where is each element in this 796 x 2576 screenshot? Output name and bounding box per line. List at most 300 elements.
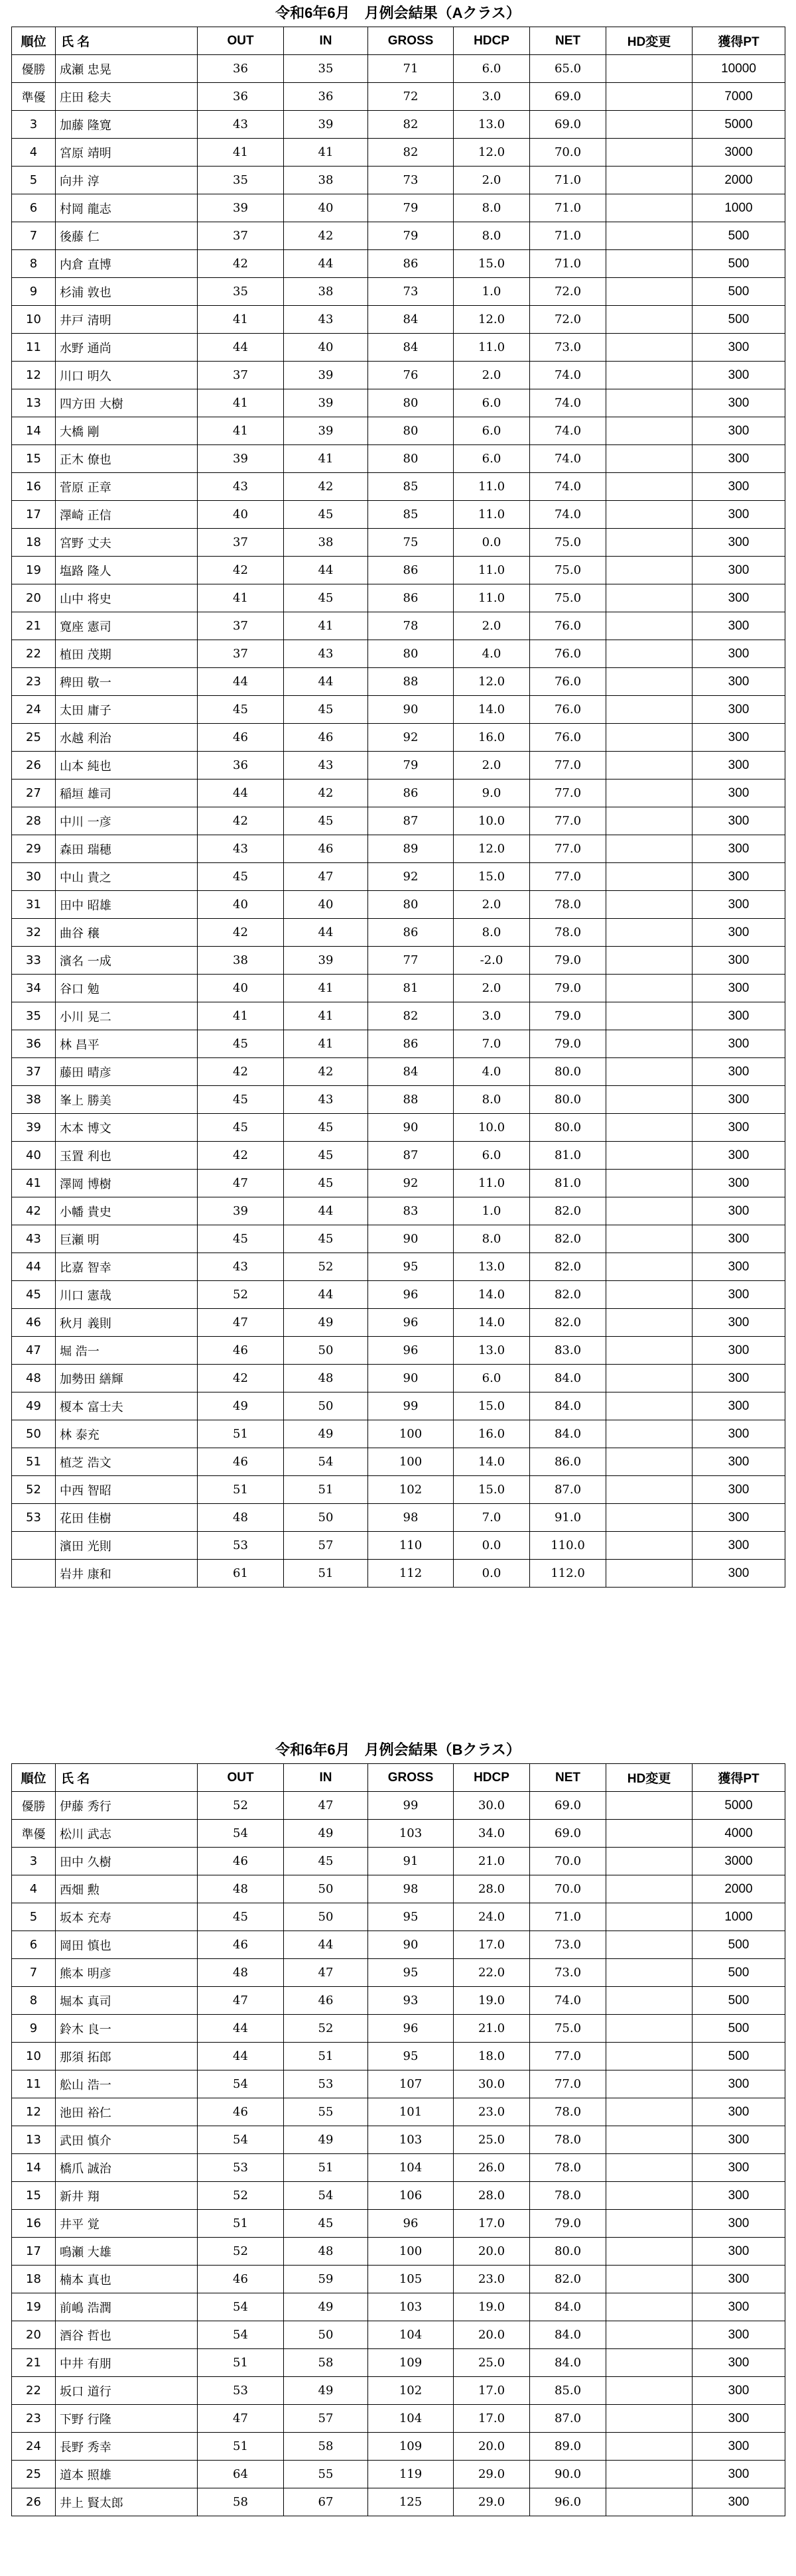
points-cell: 300 <box>693 2098 785 2126</box>
hd-change-cell <box>606 2015 693 2043</box>
gross-cell: 96 <box>368 1309 454 1337</box>
hdcp-cell: 4.0 <box>454 640 530 668</box>
out-score-cell: 51 <box>198 1420 284 1448</box>
points-cell: 300 <box>693 696 785 724</box>
table-row <box>12 334 785 362</box>
net-cell: 65.0 <box>530 55 606 83</box>
hdcp-cell: 17.0 <box>454 2377 530 2405</box>
net-cell: 76.0 <box>530 724 606 752</box>
table-row <box>12 2321 785 2349</box>
name-cell: 比嘉 智幸 <box>56 1253 198 1281</box>
net-cell: 74.0 <box>530 445 606 473</box>
hdcp-cell: 2.0 <box>454 362 530 389</box>
name-cell: 堀本 真司 <box>56 1987 198 2015</box>
in-score-cell: 35 <box>284 55 368 83</box>
points-cell: 300 <box>693 1560 785 1588</box>
table-row <box>12 2015 785 2043</box>
net-cell: 71.0 <box>530 167 606 194</box>
gross-cell: 104 <box>368 2321 454 2349</box>
hd-change-cell <box>606 724 693 752</box>
gross-cell: 87 <box>368 1142 454 1170</box>
table-row <box>12 2126 785 2154</box>
net-cell: 84.0 <box>530 2321 606 2349</box>
out-score-cell: 41 <box>198 389 284 417</box>
hd-change-cell <box>606 1987 693 2015</box>
points-cell: 300 <box>693 863 785 891</box>
points-cell: 300 <box>693 780 785 807</box>
name-cell: 加勢田 繕輝 <box>56 1365 198 1392</box>
points-cell: 500 <box>693 222 785 250</box>
net-cell: 73.0 <box>530 1931 606 1959</box>
hd-change-cell <box>606 1170 693 1197</box>
table-row <box>12 1253 785 1281</box>
hd-change-cell <box>606 1420 693 1448</box>
hd-change-cell <box>606 2377 693 2405</box>
in-score-cell: 57 <box>284 1532 368 1560</box>
in-score-cell: 51 <box>284 2043 368 2070</box>
table-row <box>12 167 785 194</box>
gross-cell: 73 <box>368 167 454 194</box>
net-cell: 82.0 <box>530 1309 606 1337</box>
in-score-cell: 52 <box>284 2015 368 2043</box>
name-cell: 田中 昭雄 <box>56 891 198 919</box>
rank-cell: 29 <box>12 835 56 863</box>
name-cell: 後藤 仁 <box>56 222 198 250</box>
in-score-cell: 44 <box>284 250 368 278</box>
table-row <box>12 417 785 445</box>
in-score-cell: 47 <box>284 863 368 891</box>
name-cell: 長野 秀幸 <box>56 2433 198 2461</box>
points-cell: 2000 <box>693 1875 785 1903</box>
hdcp-cell: 1.0 <box>454 1197 530 1225</box>
hd-change-cell <box>606 1030 693 1058</box>
hd-change-cell <box>606 167 693 194</box>
name-cell: 村岡 龍志 <box>56 194 198 222</box>
class-a-results-table <box>11 27 785 1588</box>
name-cell: 井平 覚 <box>56 2210 198 2238</box>
name-cell: 中山 貴之 <box>56 863 198 891</box>
points-cell: 5000 <box>693 111 785 139</box>
out-score-cell: 42 <box>198 557 284 584</box>
table-row <box>12 612 785 640</box>
gross-cell: 86 <box>368 584 454 612</box>
gross-cell: 98 <box>368 1875 454 1903</box>
rank-cell: 18 <box>12 2266 56 2293</box>
gross-cell: 99 <box>368 1392 454 1420</box>
hd-change-cell <box>606 2433 693 2461</box>
gross-cell: 90 <box>368 1114 454 1142</box>
out-score-cell: 51 <box>198 2433 284 2461</box>
net-cell: 82.0 <box>530 1253 606 1281</box>
points-cell: 300 <box>693 1504 785 1532</box>
class-b-header-row <box>12 1764 785 1792</box>
name-cell: 四方田 大樹 <box>56 389 198 417</box>
net-cell: 75.0 <box>530 529 606 557</box>
out-score-cell: 64 <box>198 2461 284 2488</box>
name-cell: 植田 茂期 <box>56 640 198 668</box>
rank-cell: 53 <box>12 1504 56 1532</box>
net-cell: 69.0 <box>530 1792 606 1820</box>
hdcp-cell: 16.0 <box>454 724 530 752</box>
out-score-cell: 45 <box>198 863 284 891</box>
gross-cell: 84 <box>368 306 454 334</box>
in-score-cell: 49 <box>284 2377 368 2405</box>
gross-cell: 86 <box>368 780 454 807</box>
hdcp-cell: 15.0 <box>454 1392 530 1420</box>
name-cell: 谷口 勉 <box>56 975 198 1002</box>
gross-cell: 90 <box>368 1931 454 1959</box>
name-cell: 坂口 道行 <box>56 2377 198 2405</box>
rank-cell: 優勝 <box>12 1792 56 1820</box>
gross-cell: 109 <box>368 2349 454 2377</box>
table-row <box>12 1532 785 1560</box>
rank-cell: 22 <box>12 2377 56 2405</box>
in-score-cell: 51 <box>284 1560 368 1588</box>
hd-change-cell <box>606 2321 693 2349</box>
gross-cell: 109 <box>368 2433 454 2461</box>
table-row <box>12 557 785 584</box>
name-cell: 宮原 靖明 <box>56 139 198 167</box>
in-score-cell: 44 <box>284 1281 368 1309</box>
in-score-cell: 53 <box>284 2070 368 2098</box>
name-cell: 花田 佳樹 <box>56 1504 198 1532</box>
rank-cell: 12 <box>12 362 56 389</box>
in-score-cell: 45 <box>284 584 368 612</box>
table-row <box>12 1875 785 1903</box>
points-cell: 500 <box>693 2015 785 2043</box>
points-cell: 300 <box>693 919 785 947</box>
rank-cell: 10 <box>12 306 56 334</box>
out-score-cell: 46 <box>198 724 284 752</box>
rank-cell: 47 <box>12 1337 56 1365</box>
in-score-cell: 45 <box>284 1114 368 1142</box>
rank-cell: 30 <box>12 863 56 891</box>
hdcp-cell: 12.0 <box>454 139 530 167</box>
name-cell: 武田 慎介 <box>56 2126 198 2154</box>
rank-cell: 38 <box>12 1086 56 1114</box>
hdcp-cell: 10.0 <box>454 1114 530 1142</box>
gross-cell: 88 <box>368 668 454 696</box>
hdcp-cell: 3.0 <box>454 83 530 111</box>
out-score-cell: 54 <box>198 2321 284 2349</box>
name-cell: 玉置 利也 <box>56 1142 198 1170</box>
points-cell: 300 <box>693 2293 785 2321</box>
in-score-cell: 48 <box>284 1365 368 1392</box>
table-row <box>12 2182 785 2210</box>
rank-cell: 27 <box>12 780 56 807</box>
hd-change-cell <box>606 2043 693 2070</box>
rank-cell: 23 <box>12 2405 56 2433</box>
table-row <box>12 139 785 167</box>
points-cell: 3000 <box>693 139 785 167</box>
rank-cell: 50 <box>12 1420 56 1448</box>
hdcp-cell: 17.0 <box>454 1931 530 1959</box>
net-cell: 76.0 <box>530 668 606 696</box>
in-score-cell: 41 <box>284 139 368 167</box>
rank-cell: 26 <box>12 752 56 780</box>
hd-change-cell <box>606 139 693 167</box>
hd-change-cell <box>606 1365 693 1392</box>
gross-cell: 95 <box>368 1253 454 1281</box>
hdcp-cell: 14.0 <box>454 1281 530 1309</box>
net-cell: 80.0 <box>530 1086 606 1114</box>
hdcp-cell: 20.0 <box>454 2433 530 2461</box>
rank-cell: 25 <box>12 724 56 752</box>
hd-change-cell <box>606 194 693 222</box>
hdcp-cell: 14.0 <box>454 1448 530 1476</box>
net-cell: 78.0 <box>530 891 606 919</box>
out-score-cell: 52 <box>198 2238 284 2266</box>
rank-cell: 7 <box>12 222 56 250</box>
net-cell: 81.0 <box>530 1142 606 1170</box>
hd-change-cell <box>606 2266 693 2293</box>
hdcp-cell: 10.0 <box>454 807 530 835</box>
rank-cell: 5 <box>12 167 56 194</box>
points-cell: 300 <box>693 2433 785 2461</box>
net-cell: 70.0 <box>530 139 606 167</box>
table-row <box>12 2377 785 2405</box>
hd-change-cell <box>606 2210 693 2238</box>
points-cell: 300 <box>693 584 785 612</box>
in-score-cell: 42 <box>284 473 368 501</box>
name-cell: 田中 久樹 <box>56 1848 198 1875</box>
hdcp-column-header: HDCP <box>454 1764 530 1792</box>
in-score-cell: 49 <box>284 1820 368 1848</box>
hd-change-cell <box>606 891 693 919</box>
name-cell: 植芝 浩文 <box>56 1448 198 1476</box>
hdcp-cell: 2.0 <box>454 975 530 1002</box>
name-cell: 橋爪 誠治 <box>56 2154 198 2182</box>
in-score-cell: 50 <box>284 1903 368 1931</box>
table-row <box>12 445 785 473</box>
name-cell: 森田 瑞穂 <box>56 835 198 863</box>
rank-column-header: 順位 <box>12 27 56 55</box>
rank-cell: 20 <box>12 584 56 612</box>
name-cell: 峯上 勝美 <box>56 1086 198 1114</box>
hdcp-cell: 25.0 <box>454 2349 530 2377</box>
hdcp-cell: 9.0 <box>454 780 530 807</box>
hd-change-cell <box>606 640 693 668</box>
points-column-header: 獲得PT <box>693 27 785 55</box>
table-row <box>12 473 785 501</box>
net-cell: 79.0 <box>530 975 606 1002</box>
hdcp-cell: 23.0 <box>454 2266 530 2293</box>
out-score-cell: 53 <box>198 2377 284 2405</box>
name-cell: 林 泰充 <box>56 1420 198 1448</box>
class-b-results-table <box>11 1763 785 2516</box>
hd-change-cell <box>606 752 693 780</box>
table-row <box>12 250 785 278</box>
hdcp-cell: 20.0 <box>454 2321 530 2349</box>
out-score-cell: 44 <box>198 334 284 362</box>
name-cell: 澤崎 正信 <box>56 501 198 529</box>
hdcp-cell: 18.0 <box>454 2043 530 2070</box>
table-row <box>12 2433 785 2461</box>
net-cell: 71.0 <box>530 194 606 222</box>
rank-cell: 28 <box>12 807 56 835</box>
hd-change-cell <box>606 2098 693 2126</box>
net-cell: 110.0 <box>530 1532 606 1560</box>
rank-cell: 17 <box>12 501 56 529</box>
out-score-cell: 47 <box>198 1987 284 2015</box>
hd-change-cell <box>606 111 693 139</box>
hdcp-cell: 34.0 <box>454 1820 530 1848</box>
hd-change-cell <box>606 1197 693 1225</box>
gross-cell: 86 <box>368 557 454 584</box>
hd-change-cell <box>606 250 693 278</box>
points-cell: 300 <box>693 1002 785 1030</box>
out-score-cell: 38 <box>198 947 284 975</box>
hd-change-cell <box>606 1820 693 1848</box>
name-cell: 大橋 剛 <box>56 417 198 445</box>
gross-cell: 104 <box>368 2154 454 2182</box>
in-score-cell: 45 <box>284 1848 368 1875</box>
gross-cell: 77 <box>368 947 454 975</box>
net-cell: 77.0 <box>530 2043 606 2070</box>
net-cell: 78.0 <box>530 2182 606 2210</box>
table-row <box>12 891 785 919</box>
in-score-cell: 36 <box>284 83 368 111</box>
net-cell: 74.0 <box>530 473 606 501</box>
points-cell: 300 <box>693 640 785 668</box>
gross-cell: 96 <box>368 1337 454 1365</box>
net-cell: 74.0 <box>530 417 606 445</box>
points-cell: 500 <box>693 306 785 334</box>
hdcp-cell: 8.0 <box>454 194 530 222</box>
in-score-cell: 58 <box>284 2349 368 2377</box>
out-score-cell: 45 <box>198 1086 284 1114</box>
gross-cell: 100 <box>368 1420 454 1448</box>
rank-cell: 15 <box>12 445 56 473</box>
in-score-cell: 40 <box>284 194 368 222</box>
out-score-cell: 45 <box>198 1114 284 1142</box>
net-cell: 80.0 <box>530 1114 606 1142</box>
hd-change-cell <box>606 1931 693 1959</box>
out-score-cell: 43 <box>198 111 284 139</box>
table-row <box>12 780 785 807</box>
hd-change-cell <box>606 222 693 250</box>
in-score-cell: 42 <box>284 1058 368 1086</box>
rank-cell <box>12 1560 56 1588</box>
rank-cell: 17 <box>12 2238 56 2266</box>
name-cell: 道本 照雄 <box>56 2461 198 2488</box>
name-cell: 巨瀬 明 <box>56 1225 198 1253</box>
gross-cell: 100 <box>368 2238 454 2266</box>
gross-cell: 75 <box>368 529 454 557</box>
gross-cell: 92 <box>368 863 454 891</box>
rank-cell: 37 <box>12 1058 56 1086</box>
name-cell: 榎本 富士夫 <box>56 1392 198 1420</box>
rank-cell: 11 <box>12 2070 56 2098</box>
table-row <box>12 919 785 947</box>
hdcp-cell: 15.0 <box>454 1476 530 1504</box>
points-cell: 300 <box>693 2321 785 2349</box>
points-cell: 300 <box>693 529 785 557</box>
rank-cell: 3 <box>12 111 56 139</box>
net-cell: 84.0 <box>530 2349 606 2377</box>
hd-change-cell <box>606 1848 693 1875</box>
net-column-header: NET <box>530 27 606 55</box>
hd-change-cell <box>606 1476 693 1504</box>
table-row <box>12 1792 785 1820</box>
out-score-cell: 36 <box>198 55 284 83</box>
hd-change-cell <box>606 334 693 362</box>
net-cell: 112.0 <box>530 1560 606 1588</box>
table-row <box>12 863 785 891</box>
table-row <box>12 2238 785 2266</box>
hd-change-cell <box>606 2405 693 2433</box>
hd-change-cell <box>606 473 693 501</box>
out-score-cell: 48 <box>198 1504 284 1532</box>
table-row <box>12 194 785 222</box>
hdcp-cell: 0.0 <box>454 1532 530 1560</box>
out-score-cell: 44 <box>198 2015 284 2043</box>
out-score-cell: 54 <box>198 2293 284 2321</box>
in-score-cell: 46 <box>284 1987 368 2015</box>
gross-cell: 84 <box>368 1058 454 1086</box>
table-row <box>12 362 785 389</box>
rank-cell: 5 <box>12 1903 56 1931</box>
name-cell: 熊本 明彦 <box>56 1959 198 1987</box>
table-row <box>12 1002 785 1030</box>
name-cell: 池田 裕仁 <box>56 2098 198 2126</box>
points-cell: 500 <box>693 278 785 306</box>
table-row <box>12 222 785 250</box>
points-cell: 300 <box>693 2070 785 2098</box>
name-cell: 堀 浩一 <box>56 1337 198 1365</box>
gross-cell: 92 <box>368 724 454 752</box>
hd-change-cell <box>606 2182 693 2210</box>
name-cell: 坂本 充寿 <box>56 1903 198 1931</box>
gross-cell: 88 <box>368 1086 454 1114</box>
in-score-cell: 49 <box>284 2293 368 2321</box>
rank-cell: 4 <box>12 1875 56 1903</box>
table-row <box>12 2488 785 2516</box>
net-cell: 76.0 <box>530 640 606 668</box>
out-score-cell: 54 <box>198 2070 284 2098</box>
out-score-cell: 42 <box>198 807 284 835</box>
hd-change-cell <box>606 1281 693 1309</box>
name-cell: 那須 拓郎 <box>56 2043 198 2070</box>
name-cell: 楠本 真也 <box>56 2266 198 2293</box>
name-cell: 川口 明久 <box>56 362 198 389</box>
table-row <box>12 1476 785 1504</box>
hd-change-cell <box>606 835 693 863</box>
hdcp-cell: 17.0 <box>454 2210 530 2238</box>
points-cell: 500 <box>693 1987 785 2015</box>
gross-cell: 85 <box>368 473 454 501</box>
net-cell: 78.0 <box>530 2098 606 2126</box>
table-row <box>12 1114 785 1142</box>
in-score-cell: 50 <box>284 1392 368 1420</box>
gross-cell: 95 <box>368 2043 454 2070</box>
name-cell: 水野 通尚 <box>56 334 198 362</box>
net-cell: 77.0 <box>530 807 606 835</box>
name-column-header: 氏 名 <box>56 27 198 55</box>
hd-change-cell <box>606 1532 693 1560</box>
net-cell: 87.0 <box>530 2405 606 2433</box>
rank-cell: 45 <box>12 1281 56 1309</box>
gross-cell: 80 <box>368 891 454 919</box>
hdcp-cell: 14.0 <box>454 696 530 724</box>
out-score-cell: 47 <box>198 1170 284 1197</box>
in-score-cell: 46 <box>284 724 368 752</box>
name-cell: 松川 武志 <box>56 1820 198 1848</box>
gross-cell: 96 <box>368 1281 454 1309</box>
points-cell: 300 <box>693 668 785 696</box>
gross-column-header: GROSS <box>368 1764 454 1792</box>
table-row <box>12 1959 785 1987</box>
